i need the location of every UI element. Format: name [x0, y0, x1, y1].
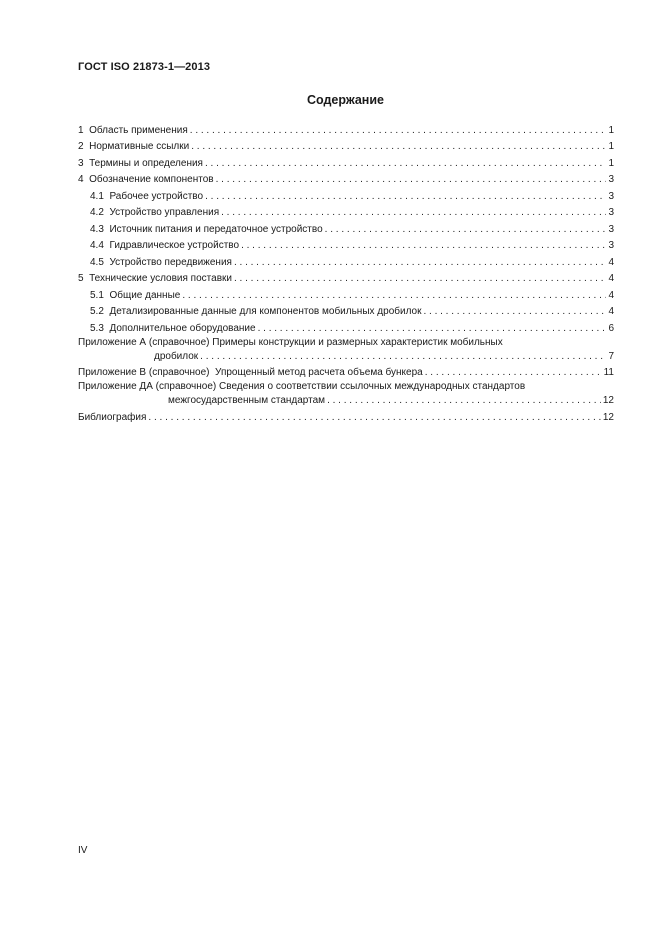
appendix-title-cont: межгосударственным стандартам: [168, 395, 326, 406]
toc-entry-bibliography[interactable]: [78, 407, 614, 424]
appendix-da-second-line: [78, 393, 614, 407]
toc-num: 4.5: [90, 256, 104, 268]
appendix-a-first-line: [78, 335, 614, 349]
toc-num: 5: [78, 273, 84, 284]
appendix-a-second-line: [78, 349, 614, 363]
toc-entry-3[interactable]: [78, 153, 614, 170]
appendix-title: Примеры конструкции и размерных характеристик мобильных: [212, 336, 503, 348]
toc-text: Гидравлическое устройство: [109, 240, 240, 251]
toc-page: 4: [608, 273, 614, 284]
toc-text: Рабочее устройство: [109, 190, 204, 202]
toc-num: 4.1: [90, 190, 104, 202]
toc-num: 2: [78, 141, 84, 152]
toc-entry-4-5[interactable]: [78, 252, 614, 269]
toc-entry-5-2[interactable]: [78, 302, 614, 319]
toc-entry-5-3[interactable]: [78, 318, 614, 335]
toc-entry-appendix-da[interactable]: [78, 379, 614, 407]
toc-entry-4-2[interactable]: [78, 203, 614, 220]
toc-page: 7: [608, 350, 614, 362]
toc-text: Общие данные: [109, 289, 181, 301]
toc-entry-5-1[interactable]: [78, 285, 614, 302]
toc-page: 11: [603, 367, 614, 378]
appendix-title: Сведения о соответствии ссылочных международных стандартов: [219, 381, 526, 392]
toc-page: 6: [608, 322, 614, 334]
toc-text: Обозначение компонентов: [89, 174, 214, 185]
toc-page: 12: [602, 411, 614, 423]
appendix-label: Приложение В (справочное): [78, 367, 210, 378]
toc-text: Детализированные данные для компонентов мобильных дробилок: [109, 306, 422, 317]
toc-text: Библиография: [78, 411, 147, 423]
toc-text: Устройство передвижения: [109, 256, 232, 268]
appendix-title-cont: дробилок: [154, 350, 199, 362]
toc-text: Область применения: [89, 124, 188, 136]
page-number: IV: [78, 845, 88, 856]
toc-page: 1: [608, 157, 614, 169]
toc-page: 4: [608, 306, 614, 317]
table-of-contents: [78, 120, 614, 424]
toc-num: 5.1: [90, 289, 104, 301]
appendix-label: Приложение ДА (справочное): [78, 381, 217, 392]
toc-num: 4.2: [90, 207, 104, 218]
toc-num: 1: [78, 124, 84, 136]
toc-num: 4.3: [90, 223, 104, 235]
toc-text: Источник питания и передаточное устройство: [109, 223, 323, 235]
toc-page: 3: [608, 240, 614, 251]
toc-page: 1: [608, 124, 614, 136]
appendix-label: Приложение А (справочное): [78, 336, 210, 348]
toc-page: 12: [602, 395, 614, 406]
toc-text: Нормативные ссылки: [89, 141, 190, 152]
toc-page: 4: [608, 256, 614, 268]
toc-entry-appendix-b[interactable]: [78, 363, 614, 380]
toc-entry-4-4[interactable]: [78, 236, 614, 253]
toc-entry-4-1[interactable]: [78, 186, 614, 203]
toc-entry-1[interactable]: [78, 120, 614, 137]
toc-num: 4: [78, 174, 84, 185]
toc-entry-appendix-a[interactable]: [78, 335, 614, 363]
page-title: Содержание: [306, 93, 384, 107]
appendix-title: Упрощенный метод расчета объема бункера: [215, 367, 423, 378]
toc-num: 3: [78, 157, 84, 169]
toc-entry-2[interactable]: [78, 137, 614, 154]
toc-page: 1: [608, 141, 614, 152]
toc-entry-4[interactable]: [78, 170, 614, 187]
toc-num: 4.4: [90, 240, 104, 251]
toc-entry-4-3[interactable]: [78, 219, 614, 236]
toc-entry-5[interactable]: [78, 269, 614, 286]
toc-page: 3: [608, 207, 614, 218]
toc-page: 3: [608, 174, 614, 185]
toc-page: 4: [608, 289, 614, 301]
toc-text: Дополнительное оборудование: [109, 322, 256, 334]
document-code: ГОСТ ISO 21873-1—2013: [78, 61, 211, 73]
toc-text: Термины и определения: [89, 157, 203, 169]
toc-page: 3: [608, 223, 614, 235]
toc-text: Устройство управления: [109, 207, 220, 218]
toc-num: 5.2: [90, 306, 104, 317]
toc-page: 3: [608, 190, 614, 202]
toc-num: 5.3: [90, 322, 104, 334]
appendix-da-first-line: [78, 379, 614, 393]
toc-text: Технические условия поставки: [89, 273, 232, 284]
